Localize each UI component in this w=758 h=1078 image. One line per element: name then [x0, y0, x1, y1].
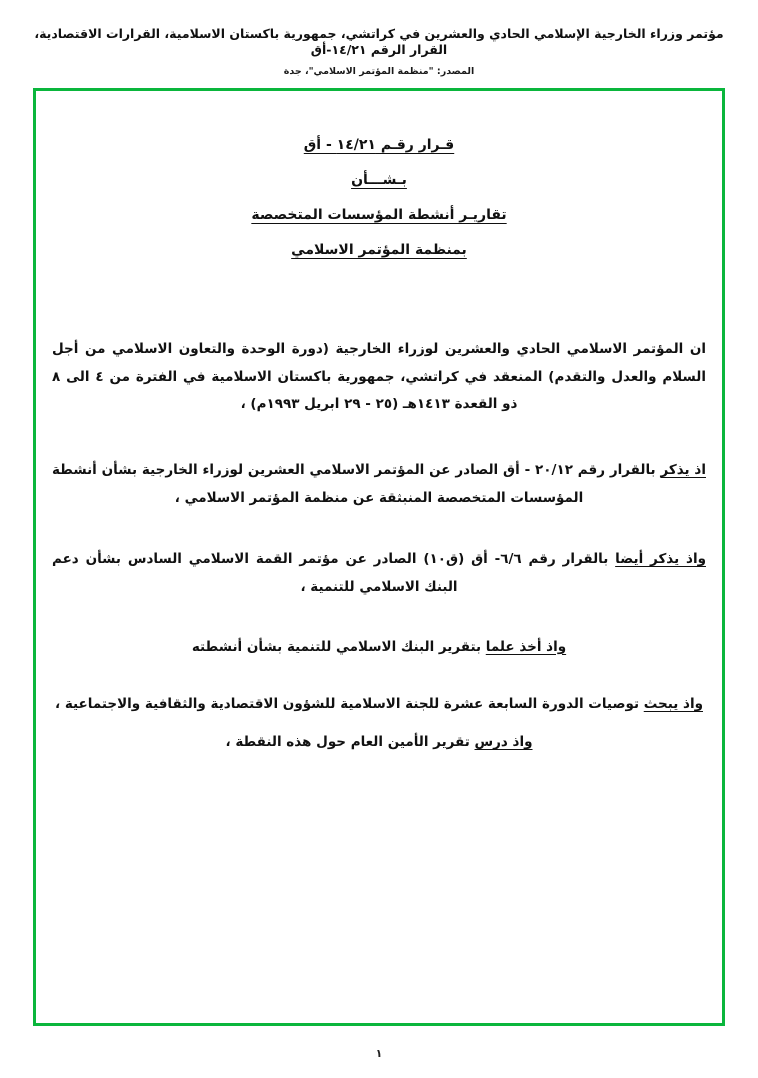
paragraph-considering: واذ يبحث توصيات الدورة السابعة عشرة للجنة الاسلامية للشؤون الاقتصادية والثقافية والاجتماعية ، [55, 696, 703, 713]
paragraph-noting: واذ أخذ علما بتقرير البنك الاسلامي للتنمية بشأن أنشطته [191, 638, 567, 655]
subject-line-2: بمنظمة المؤتمر الاسلامي [291, 242, 467, 258]
paragraph-studied: واذ درس تقرير الأمين العام حول هذه النقطة ، [225, 734, 533, 751]
header-title: مؤتمر وزراء الخارجية الإسلامي الحادي والعشرين في كراتشي، جمهورية باكستان الاسلامية، القرارات الاقتصادية، القرار الرقم ١٤/٢١-أق [34, 26, 724, 58]
subject-line-1: تقاريـر أنشطة المؤسسات المتخصصة [251, 207, 507, 223]
resolution-number: قـرار رقـم ١٤/٢١ - أق [303, 137, 455, 153]
document-body [52, 112, 706, 1008]
paragraph-recalling-1: اذ يذكر بالقرار رقم ٢٠/١٢ - أق الصادر عن المؤتمر الاسلامي العشرين لوزراء الخارجية بشأن أنشطة المؤسسات المتخصصة المنبثقة عن منظمة المؤتمر الاسلامي ، [52, 462, 706, 506]
paragraphs-container [52, 336, 706, 757]
subject-word: بـشـــأن [351, 172, 407, 188]
header-source: المصدر: "منظمة المؤتمر الاسلامي"، جدة [283, 65, 475, 77]
paragraph-preamble: ان المؤتمر الاسلامي الحادي والعشرين لوزراء الخارجية (دورة الوحدة والتعاون الاسلامي من أجل السلام والعدل والتقدم) المنعقد في كراتشي، جمهورية باكستان الاسلامية في الفترة من ٤ الى ٨ ذو القعدة ١٤١٣هـ (٢٥ - ٢٩ ابريل ١٩٩٣م) ، [52, 341, 706, 413]
page-header [0, 0, 758, 77]
title-block [52, 134, 706, 274]
page-number: ١ [375, 1047, 383, 1060]
paragraph-recalling-2: واذ يذكر أيضا بالقرار رقم ٦/٦- أق (ق١٠) الصادر عن مؤتمر القمة الاسلامي السادس بشأن دعم البنك الاسلامي للتنمية ، [52, 551, 706, 596]
